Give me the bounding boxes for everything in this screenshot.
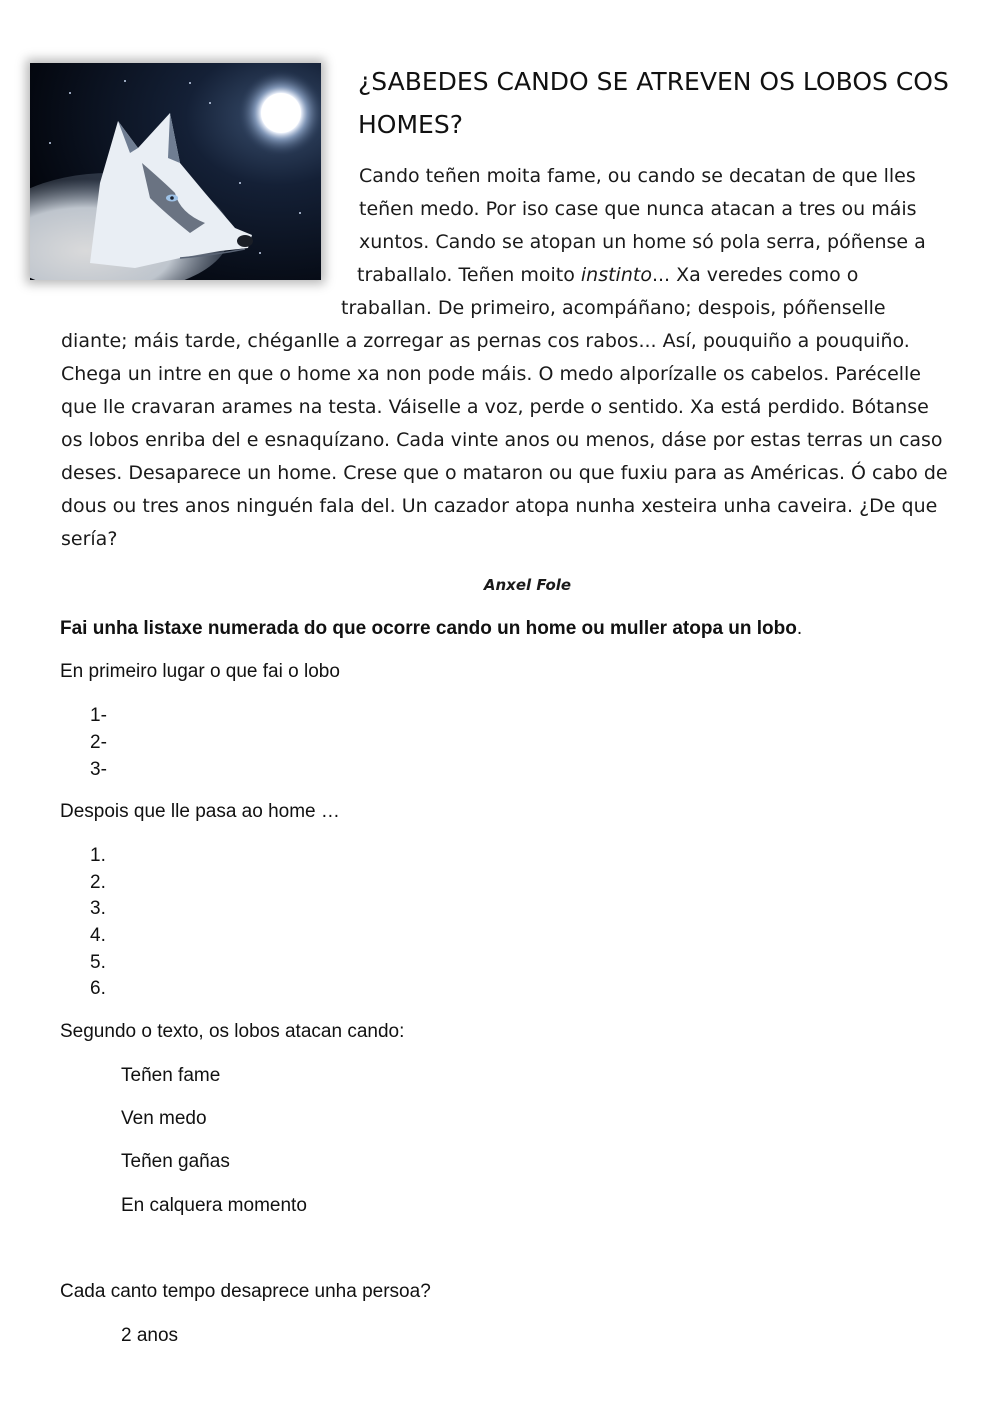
story-line: teñen medo. Por iso case que nunca atacan a tres ou máis (359, 198, 917, 220)
list-item: 4. (90, 925, 106, 946)
list-item: 3. (90, 898, 106, 919)
list-item: 3- (90, 759, 107, 780)
list-item: 5. (90, 952, 106, 973)
list-item: 2. (90, 872, 106, 893)
answer-option[interactable]: 2 anos (121, 1325, 179, 1346)
story-line: Chega un intre en que o home xa non pode máis. O medo alporízalle os cabelos. Parécelle (61, 363, 922, 385)
list-item: 1- (90, 705, 107, 726)
answer-option[interactable]: Teñen gañas (121, 1151, 230, 1172)
story-line: Cando teñen moita fame, ou cando se decatan de que lles (359, 165, 916, 187)
story-line: xuntos. Cando se atopan un home só pola serra, póñense a (359, 231, 926, 253)
italic-word: instinto (580, 264, 652, 286)
story-line: os lobos enriba del e esnaquízano. Cada vinte anos ou menos, dáse por estas terras un caso (61, 429, 943, 451)
story-line: dous ou tres anos ninguén fala del. Un cazador atopa nunha xesteira unha caveira. ¿De que (61, 495, 938, 517)
story-line: diante; máis tarde, chéganlle a zorregar as pernas cos rabos... Así, pouquiño a pouquiño. (61, 330, 910, 352)
list-item: 2- (90, 732, 107, 753)
page-title: ¿SABEDES CANDO SE ATREVEN OS LOBOS COS HOMES? (358, 67, 949, 139)
wolf-moon-image (30, 63, 321, 280)
question-attack: Segundo o texto, os lobos atacan cando: (60, 1021, 405, 1042)
answer-option[interactable]: En calquera momento (121, 1195, 307, 1216)
answer-option[interactable]: Ven medo (121, 1108, 207, 1129)
story-segment: ... Xa veredes como o (651, 264, 859, 286)
section2-label: Despois que lle pasa ao home … (60, 801, 340, 822)
author-name: Anxel Fole (483, 576, 572, 594)
question-frequency: Cada canto tempo desaprece unha persoa? (60, 1281, 431, 1302)
story-line: que lle cravaran arames na testa. Váiselle a voz, perde o sentido. Xa está perdido. Bótanse (61, 396, 929, 418)
instruction-period: . (796, 618, 803, 639)
answer-option[interactable]: Teñen fame (121, 1065, 221, 1086)
instruction-text: Fai unha listaxe numerada do que ocorre cando un home ou muller atopa un lobo (60, 618, 797, 639)
exercise-instruction (60, 618, 802, 640)
story-line (357, 259, 858, 292)
story-line: sería? (61, 528, 118, 550)
story-line: traballan. De primeiro, acompáñano; despois, póñenselle (341, 297, 886, 319)
list-item: 6. (90, 978, 106, 999)
section1-label: En primeiro lugar o que fai o lobo (60, 661, 340, 682)
list-item: 1. (90, 845, 106, 866)
story-line: deses. Desaparece un home. Crese que o mataron ou que fuxiu para as Américas. Ó cabo de (61, 462, 948, 484)
story-segment: traballalo. Teñen moito (357, 264, 581, 286)
